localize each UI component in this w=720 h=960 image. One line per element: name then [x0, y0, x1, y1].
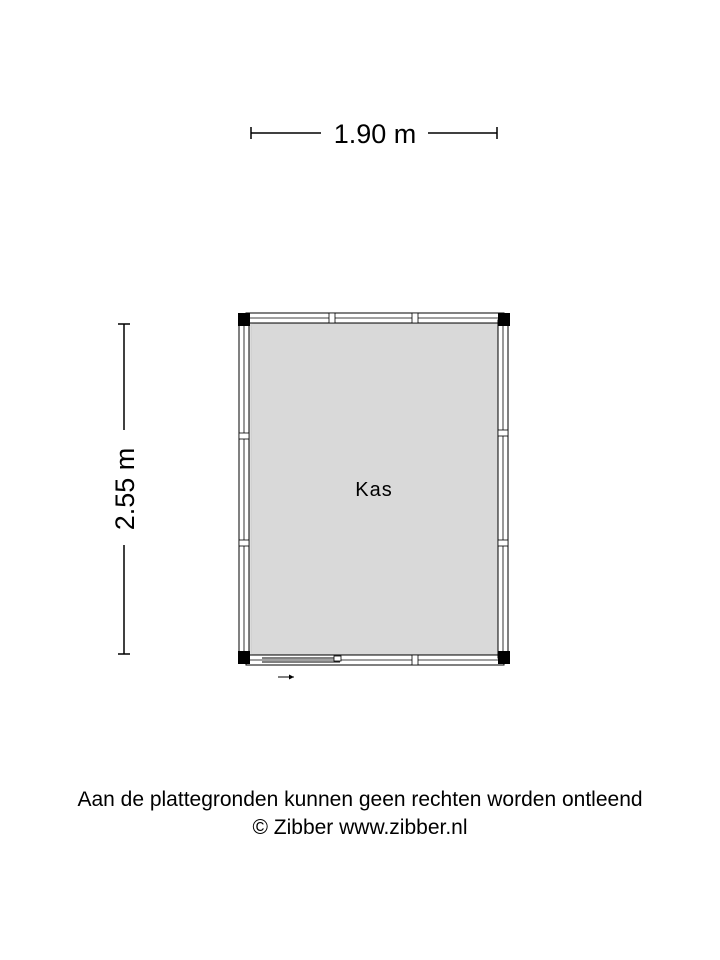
corner-post-bottom-right	[498, 651, 510, 664]
corner-post-bottom-left	[238, 651, 250, 664]
entrance-arrow-icon	[278, 675, 294, 680]
wall-right	[498, 320, 508, 658]
width-label: 1.90 m	[333, 119, 417, 149]
height-label: 2.55 m	[110, 447, 140, 531]
height-dimension	[110, 324, 140, 654]
corner-post-top-right	[498, 313, 510, 326]
corner-post-top-left	[238, 313, 250, 326]
copyright-text: © Zibber www.zibber.nl	[252, 816, 468, 839]
wall-top	[246, 313, 504, 323]
width-dimension	[251, 119, 497, 149]
wall-left	[239, 320, 249, 658]
disclaimer-text: Aan de plattegronden kunnen geen rechten worden ontleend	[77, 788, 643, 811]
wall-bottom	[246, 655, 504, 665]
room-label-kas: Kas	[355, 479, 393, 501]
